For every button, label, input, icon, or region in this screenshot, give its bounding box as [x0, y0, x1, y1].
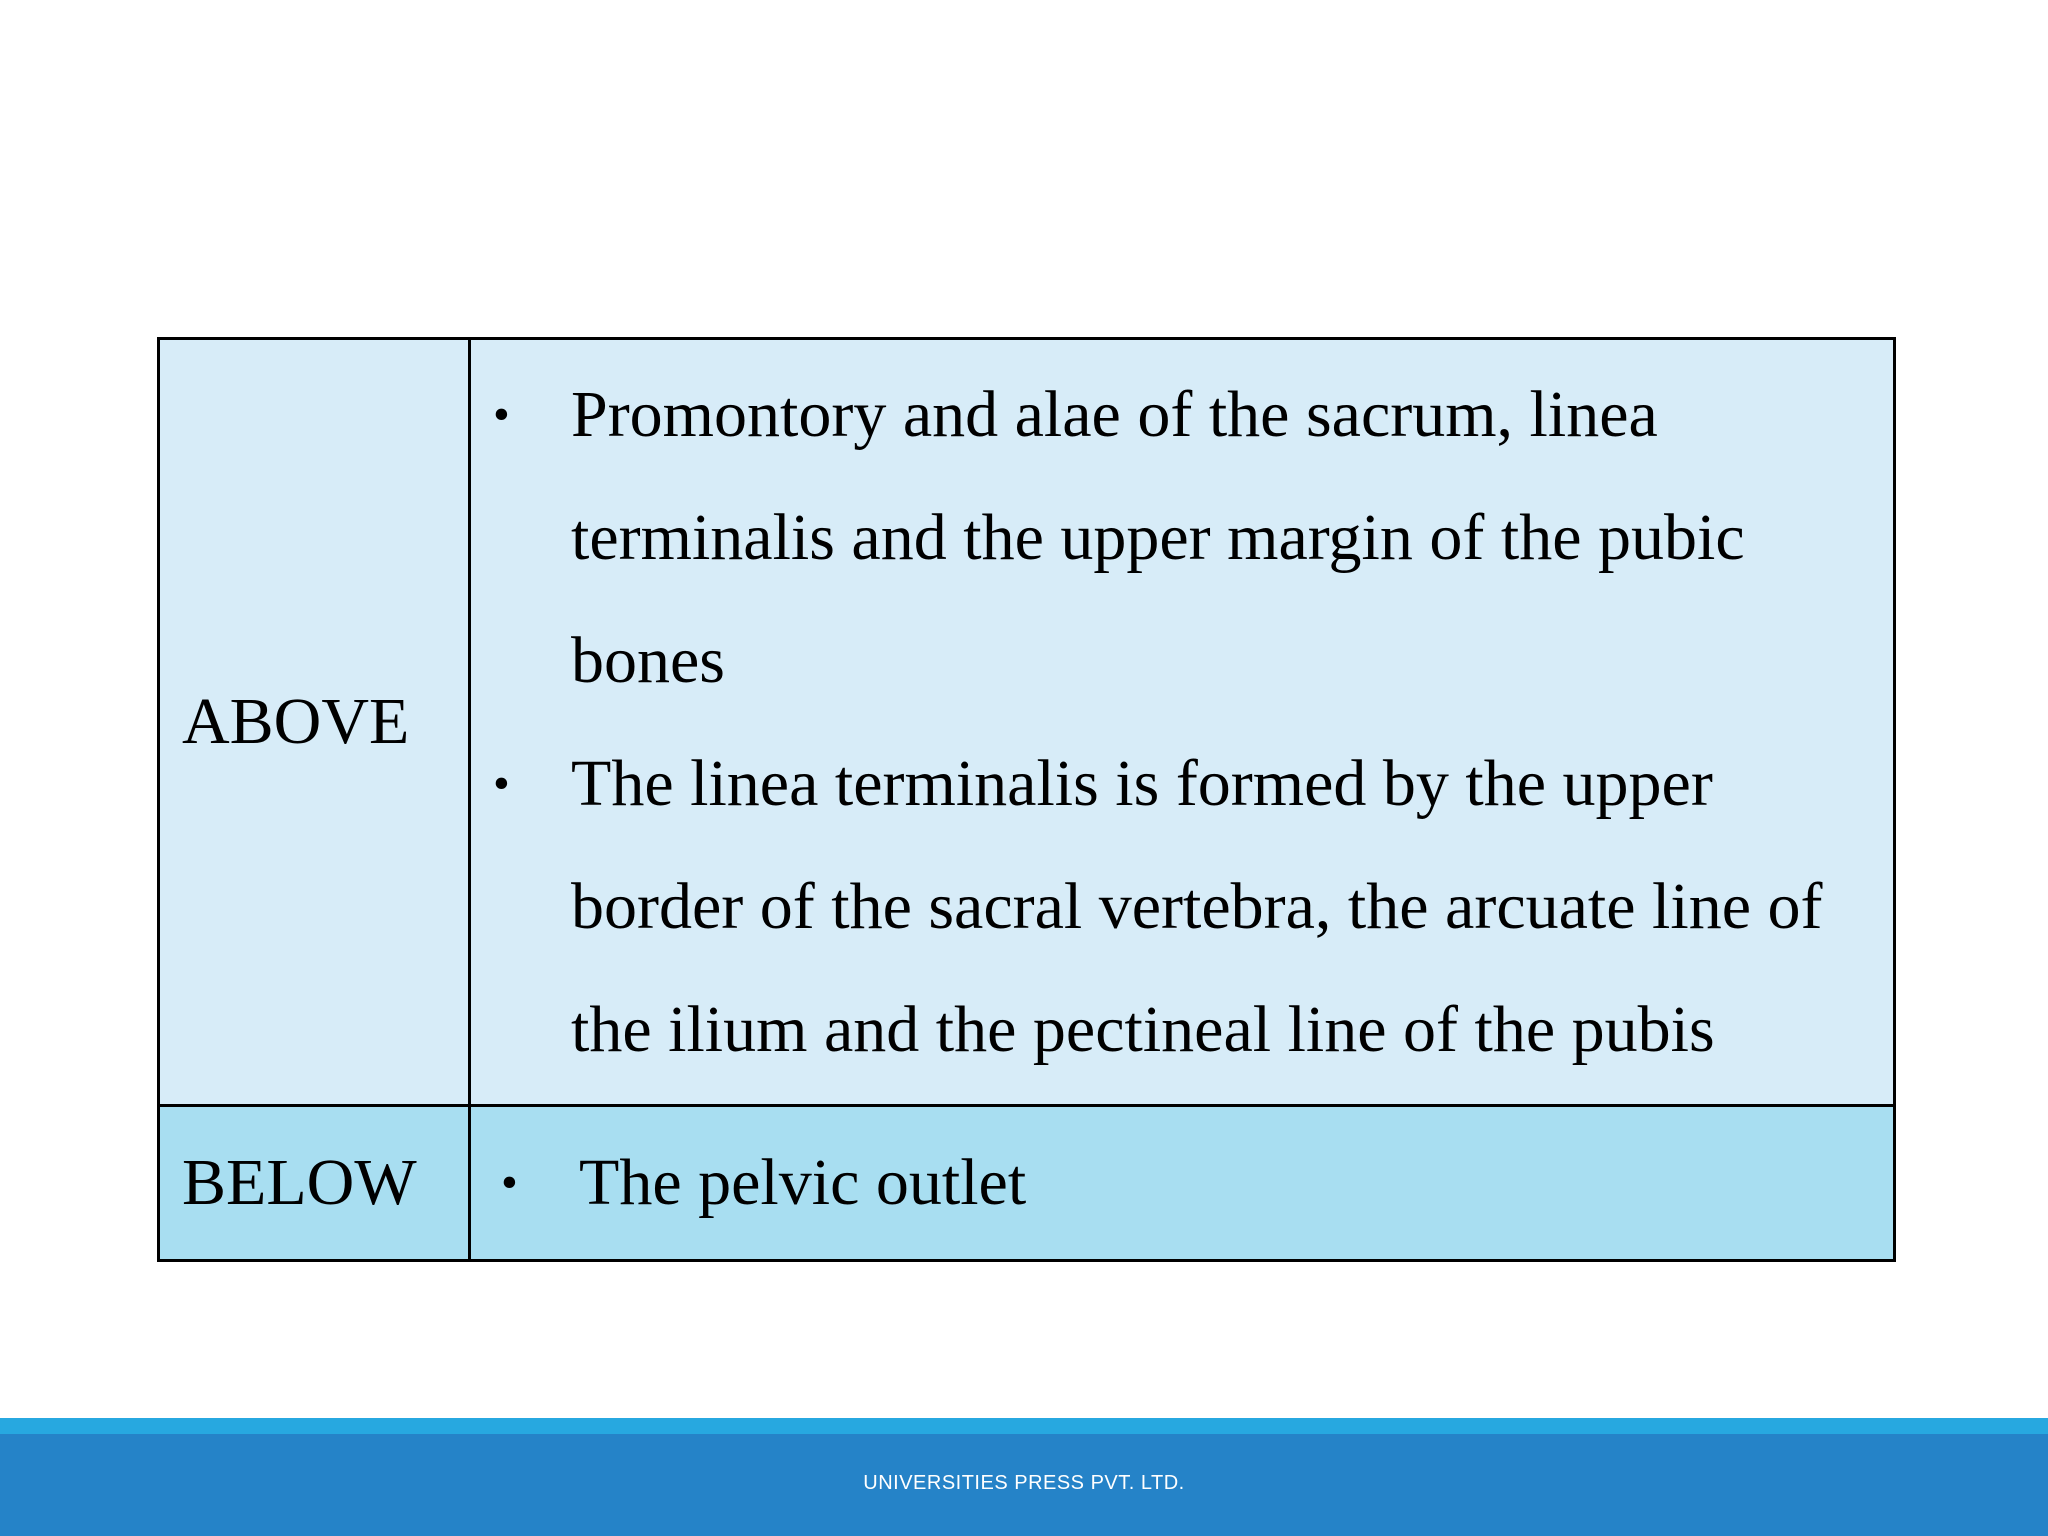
list-item: [471, 722, 1873, 1091]
row-content-above: [470, 339, 1895, 1106]
table-row-below: [159, 1106, 1895, 1261]
boundaries-table: [157, 337, 1896, 1262]
footer-accent-stripe: [0, 1418, 2048, 1434]
bullet-icon: •: [501, 1156, 518, 1209]
list-item-text: The linea terminalis is formed by the upper border of the sacral vertebra, the arcuate line of the ilium and the pectineal line of the pubis: [571, 747, 1823, 1066]
list-item-text: Promontory and alae of the sacrum, linea terminalis and the upper margin of the pubic bones: [571, 378, 1745, 697]
list-item: [471, 353, 1873, 722]
list-item-text: The pelvic outlet: [579, 1146, 1027, 1219]
bullet-list-below: [471, 1124, 1873, 1242]
table-row-above: [159, 339, 1895, 1106]
bullet-list-above: [471, 353, 1873, 1091]
row-label-below: BELOW: [159, 1106, 470, 1261]
footer-publisher-text: UNIVERSITIES PRESS PVT. LTD.: [863, 1472, 1185, 1494]
bullet-icon: •: [493, 757, 510, 810]
row-label-above: ABOVE: [159, 339, 470, 1106]
list-item: [471, 1124, 1873, 1242]
row-content-below: [470, 1106, 1895, 1261]
bullet-icon: •: [493, 388, 510, 441]
